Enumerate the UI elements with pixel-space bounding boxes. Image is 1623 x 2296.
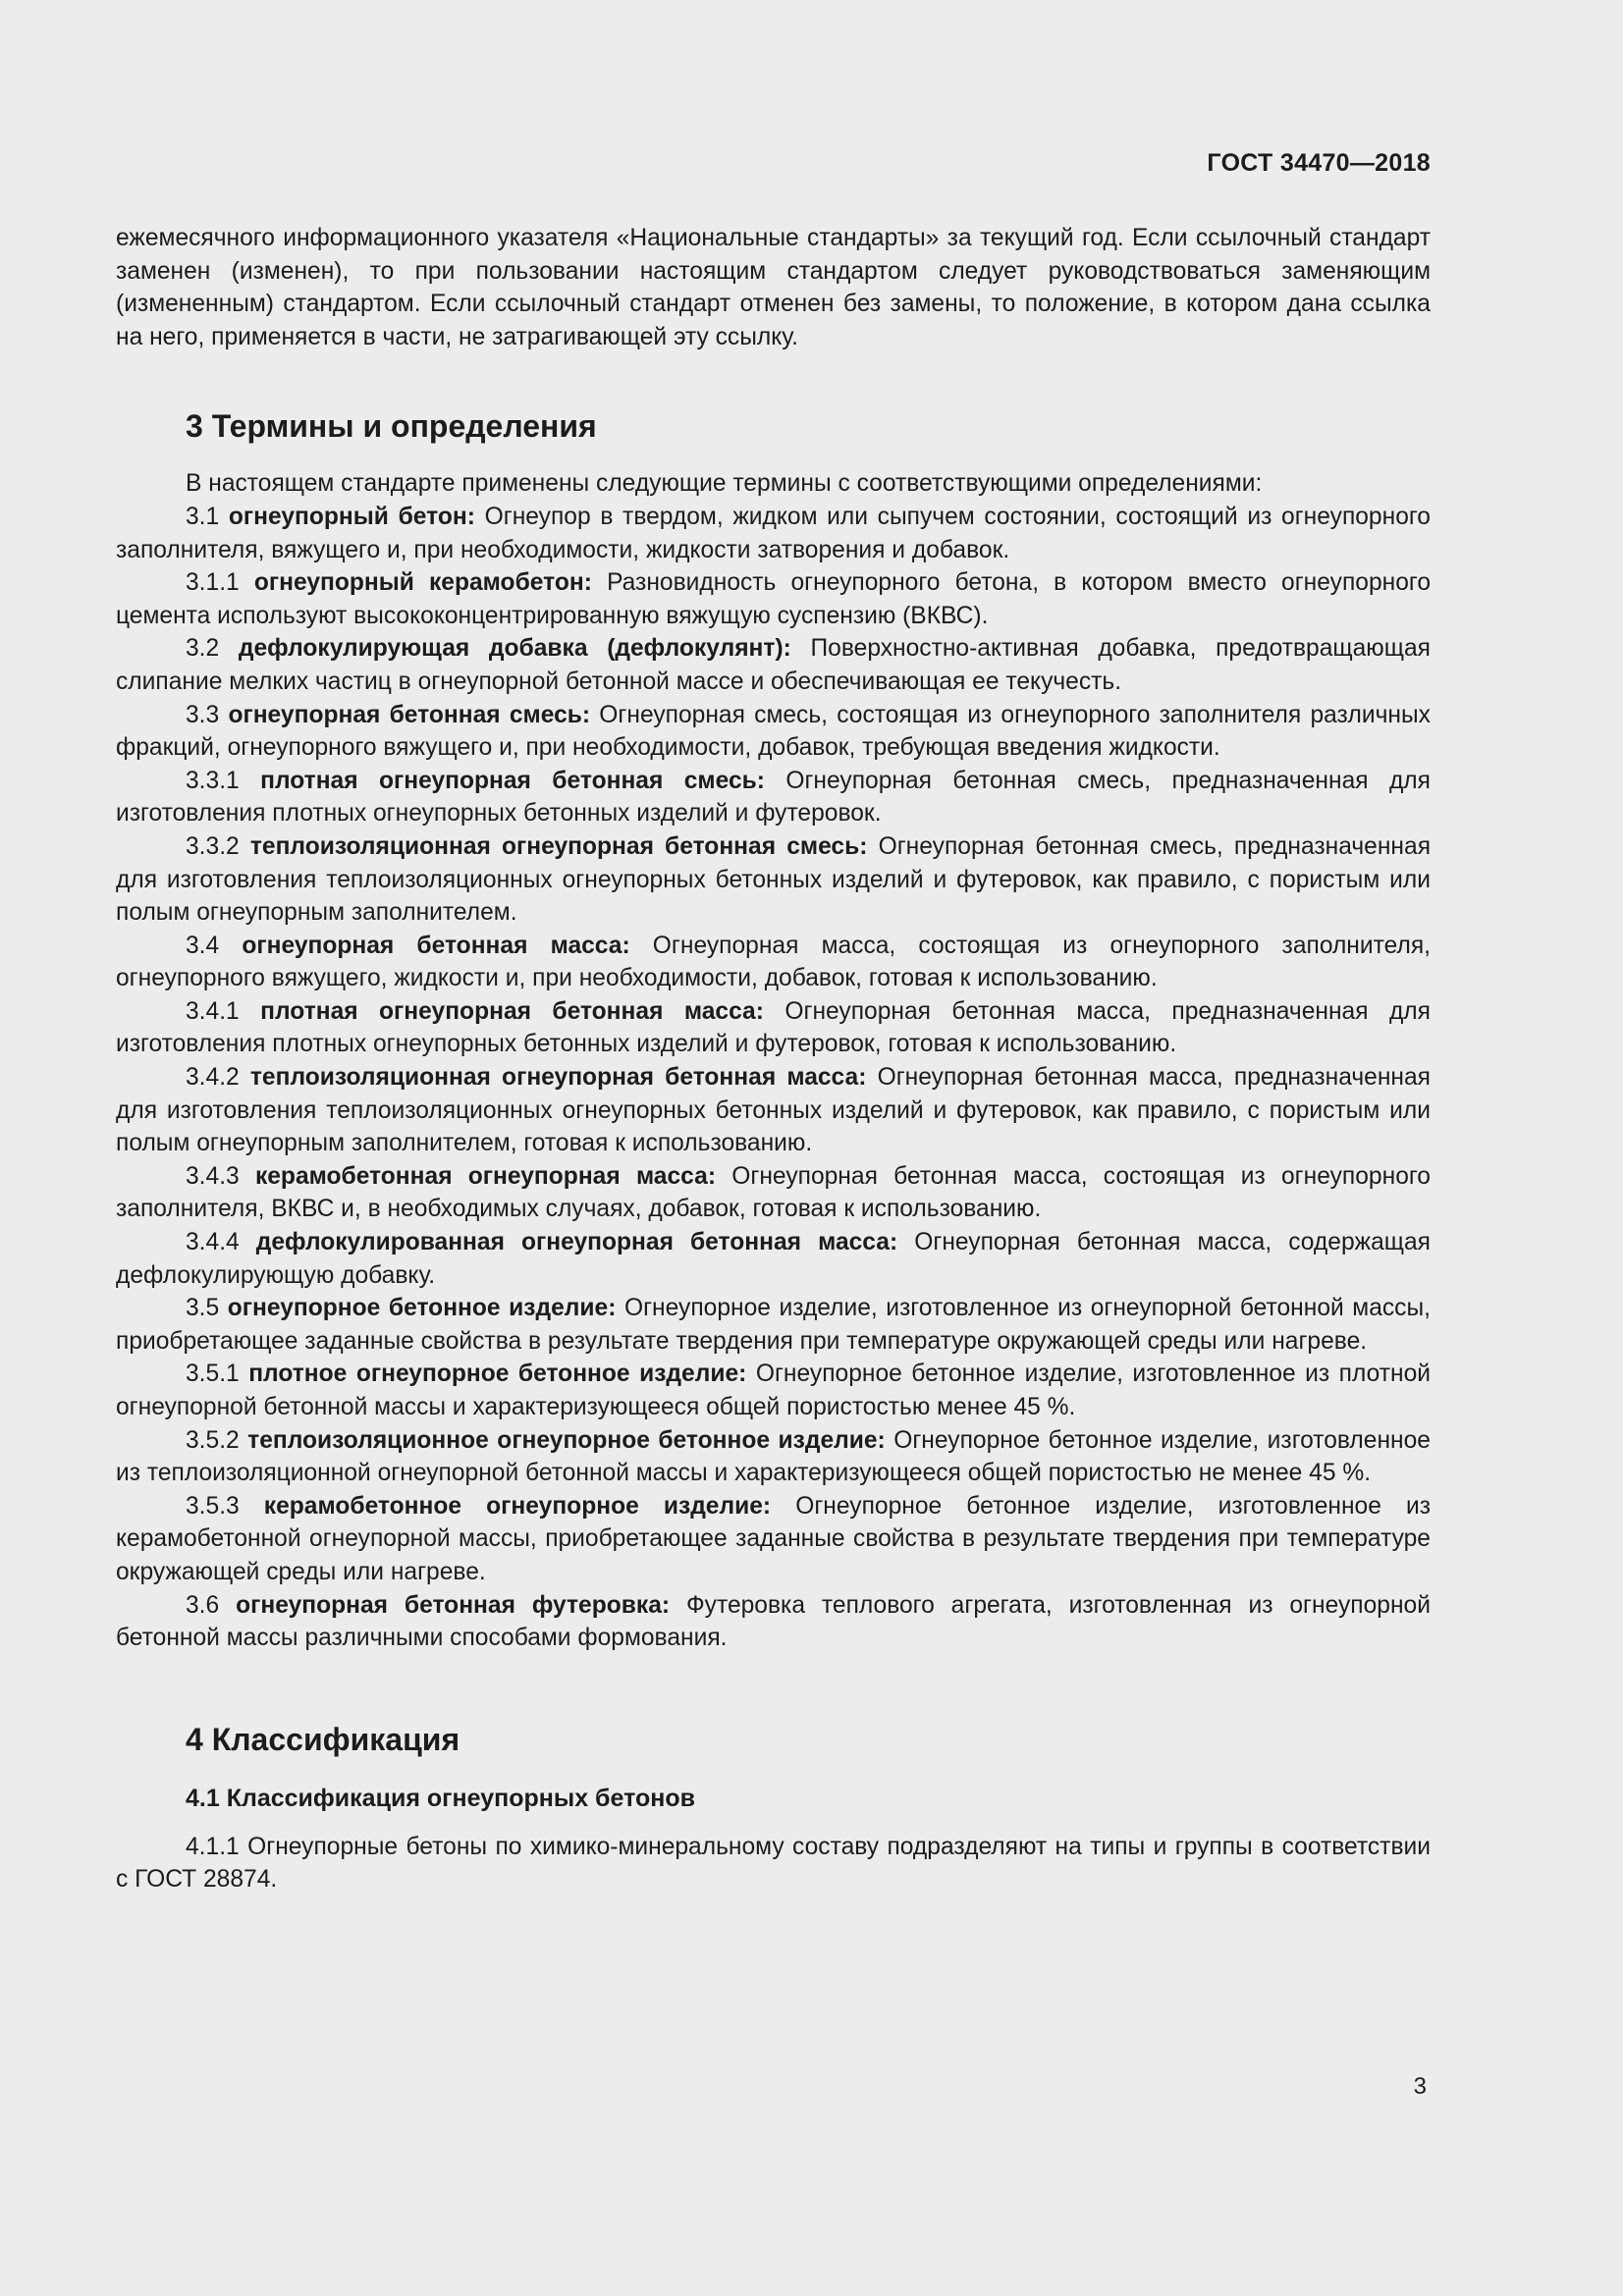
term-text: Огнеупорная бетонная смесь, предназначенная для изготовления теплоизоляционных огнеупорных бетонных изделий и футеровок, как правило, с пористым или полым огнеупорным заполнителем. <box>116 832 1432 927</box>
term-number: 3.6 <box>186 1591 220 1619</box>
term-name: теплоизоляционная огнеупорная бетонная масса: <box>249 1064 867 1092</box>
term-definition <box>116 1358 1431 1423</box>
term-text: Поверхностно-активная добавка, предотвращающая слипание мелких частиц в огнеупорной бетонной массе и обеспечивающая ее текучесть. <box>116 635 1431 695</box>
page-number: 3 <box>1413 2073 1427 2100</box>
term-name: дефлокулированная огнеупорная бетонная масса: <box>255 1229 898 1256</box>
term-number: 3.3 <box>186 701 220 728</box>
term-definition <box>116 995 1431 1061</box>
term-number: 3.5.2 <box>186 1426 240 1454</box>
term-text: Футеровка теплового агрегата, изготовленная из огнеупорной бетонной массы различными способами формования. <box>116 1591 1431 1652</box>
term-name: теплоизоляционное огнеупорное бетонное изделие: <box>247 1426 886 1454</box>
term-name: огнеупорная бетонная масса: <box>242 932 630 959</box>
term-text: Разновидность огнеупорного бетона, в котором вместо огнеупорного цемента используют высококонцентрированную вяжущую суспензию (ВКВС). <box>116 569 1432 629</box>
term-text: Огнеупорное бетонное изделие, изготовленное из плотной огнеупорной бетонной массы и характеризующееся общей пористостью менее 45 %. <box>116 1361 1431 1420</box>
term-definition <box>116 1292 1431 1358</box>
term-definition <box>116 1160 1431 1226</box>
term-text: Огнеупорная бетонная масса, предназначенная для изготовления плотных огнеупорных бетонных изделий и футеровок, готовая к использованию. <box>116 997 1431 1058</box>
term-name: огнеупорное бетонное изделие: <box>227 1295 617 1322</box>
term-name: плотная огнеупорная бетонная смесь: <box>260 767 765 794</box>
term-number: 3.4 <box>186 932 220 959</box>
term-text: Огнеупор в твердом, жидком или сыпучем состоянии, состоящий из огнеупорного заполнителя, вяжущего и, при необходимости, жидкости затворения и добавок. <box>116 503 1431 563</box>
term-number: 3.3.2 <box>186 832 240 860</box>
section-3-title: 3 Термины и определения <box>186 408 597 445</box>
term-text: Огнеупорная смесь, состоящая из огнеупорного заполнителя различных фракций, огнеупорного вяжущего и, при необходимости, добавок, требующая введения жидкости. <box>116 701 1431 762</box>
term-number: 3.4.2 <box>186 1064 240 1092</box>
term-text: Огнеупорная бетонная масса, состоящая из огнеупорного заполнителя, ВКВС и, в необходимых случаях, добавок, готовая к использованию. <box>116 1162 1431 1223</box>
section-3-lead: В настоящем стандарте применены следующие термины с соответствующими определениями: <box>186 470 1263 498</box>
term-number: 3.2 <box>186 635 220 663</box>
term-definition <box>116 765 1431 830</box>
term-text: Огнеупорное изделие, изготовленное из огнеупорной бетонной массы, приобретающее заданные свойства в результате твердения при температуре окружающей среды или нагреве. <box>116 1295 1431 1355</box>
term-number: 3.5.1 <box>186 1361 240 1388</box>
term-name: керамобетонная огнеупорная масса: <box>254 1162 717 1190</box>
term-definition <box>116 566 1431 632</box>
section-4-title: 4 Классификация <box>186 1721 460 1757</box>
term-number: 3.4.1 <box>186 997 240 1025</box>
term-number: 3.4.4 <box>186 1229 240 1256</box>
term-text: Огнеупорная масса, состоящая из огнеупорного заполнителя, огнеупорного вяжущего, жидкости и, при необходимости, добавок, готовая к использованию. <box>116 932 1431 992</box>
term-definition <box>116 501 1431 566</box>
terms-list <box>116 501 1431 1655</box>
section-4-1-title: 4.1 Классификация огнеупорных бетонов <box>186 1784 695 1812</box>
section-4-1-1-paragraph: 4.1.1 Огнеупорные бетоны по химико-минеральному составу подразделяют на типы и группы в соответствии с ГОСТ 28874. <box>116 1833 1431 1894</box>
term-name: керамобетонное огнеупорное изделие: <box>263 1492 772 1520</box>
document-id-header: ГОСТ 34470—2018 <box>1207 149 1431 177</box>
term-name: плотное огнеупорное бетонное изделие: <box>248 1361 747 1388</box>
term-definition <box>116 830 1431 930</box>
term-definition <box>116 930 1431 995</box>
term-number: 3.5.3 <box>186 1492 240 1520</box>
term-name: теплоизоляционная огнеупорная бетонная смесь: <box>249 832 868 860</box>
term-text: Огнеупорная бетонная смесь, предназначенная для изготовления плотных огнеупорных бетонных изделий и футеровок. <box>116 767 1431 828</box>
term-definition <box>116 1490 1431 1589</box>
term-number: 3.5 <box>186 1295 220 1322</box>
term-text: Огнеупорное бетонное изделие, изготовленное из теплоизоляционной огнеупорной бетонной массы и характеризующееся общей пористостью не менее 45 %. <box>116 1426 1431 1487</box>
term-definition <box>116 1061 1431 1160</box>
term-name: огнеупорный керамобетон: <box>253 569 592 597</box>
term-number: 3.1 <box>186 503 220 530</box>
term-definition <box>116 1226 1431 1292</box>
term-number: 3.1.1 <box>186 569 240 597</box>
term-name: огнеупорная бетонная футеровка: <box>236 1591 671 1619</box>
term-number: 3.4.3 <box>186 1162 240 1190</box>
intro-block <box>116 222 1431 353</box>
term-text: Огнеупорное бетонное изделие, изготовленное из керамобетонной огнеупорной массы, приобретающее заданные свойства в результате твердения при температуре окружающей среды или нагреве. <box>116 1492 1431 1585</box>
term-text: Огнеупорная бетонная масса, предназначенная для изготовления теплоизоляционных огнеупорных бетонных изделий и футеровок, как правило, с пористым или полым огнеупорным заполнителем, готовая к использованию. <box>116 1064 1431 1157</box>
term-number: 3.3.1 <box>186 767 240 794</box>
term-name: огнеупорный бетон: <box>228 503 475 530</box>
term-name: огнеупорная бетонная смесь: <box>228 701 591 728</box>
term-definition <box>116 632 1431 698</box>
term-name: плотная огнеупорная бетонная масса: <box>260 997 764 1025</box>
page-content <box>116 222 1431 1896</box>
term-definition <box>116 1589 1431 1655</box>
term-name: дефлокулирующая добавка (дефлокулянт): <box>238 635 791 663</box>
term-text: Огнеупорная бетонная масса, содержащая дефлокулирующую добавку. <box>116 1229 1431 1289</box>
term-definition <box>116 699 1431 765</box>
intro-paragraph: ежемесячного информационного указателя «Национальные стандарты» за текущий год. Если ссылочный стандарт заменен (изменен), то при пользовании настоящим стандартом следует руководствоваться заменяющим (измененным) стандартом. Если ссылочный стандарт отменен без замены, то положение, в котором дана ссылка на него, применяется в части, не затрагивающей эту ссылку. <box>116 225 1431 350</box>
term-definition <box>116 1424 1431 1490</box>
